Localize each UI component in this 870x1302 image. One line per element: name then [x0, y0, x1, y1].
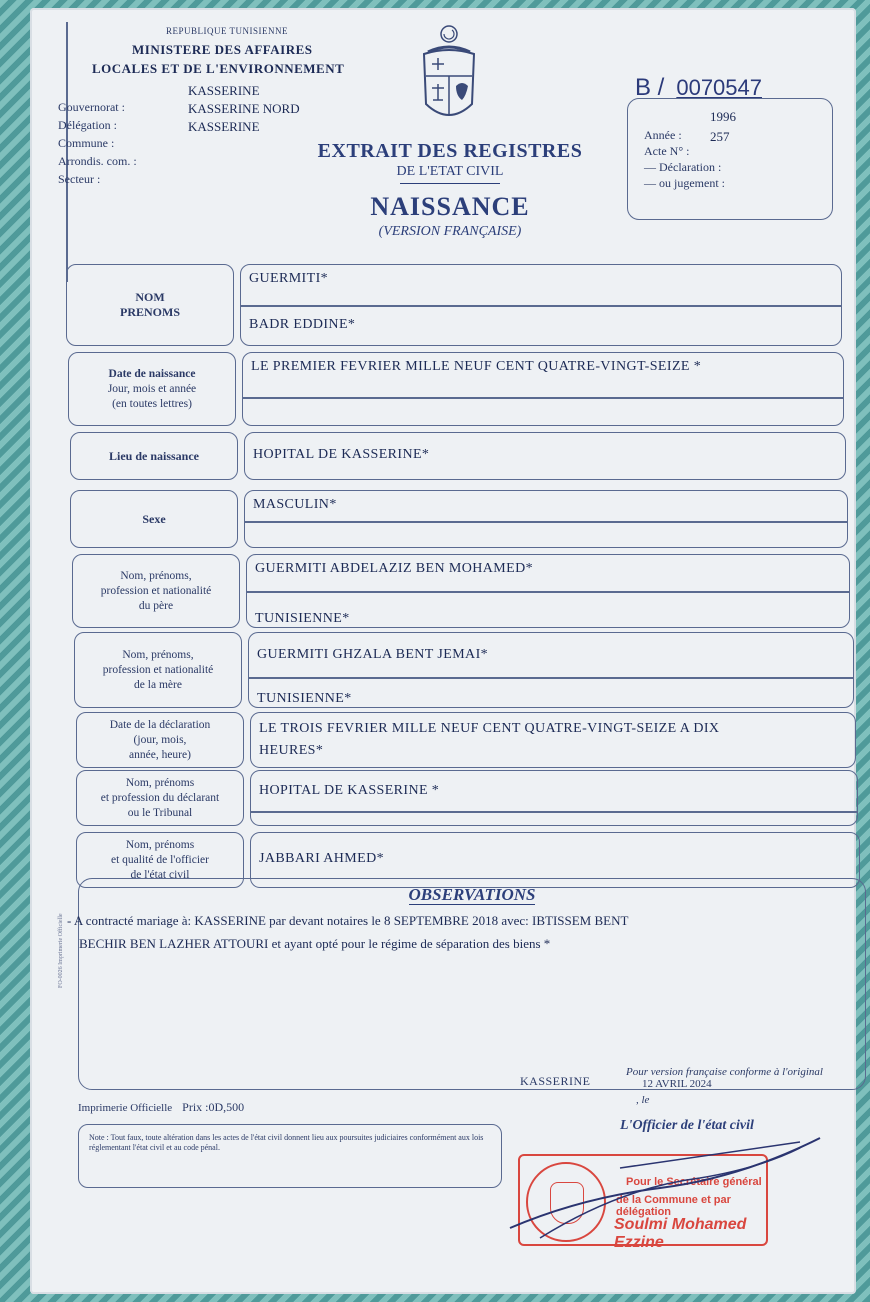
acte-value: 257: [710, 129, 730, 144]
officier-value: JABBARI AHMED*: [259, 851, 385, 866]
header-authority: [62, 26, 382, 77]
pere-field: [246, 554, 850, 628]
commune-value: KASSERINE: [188, 119, 260, 134]
tunisia-coat-of-arms-icon: [414, 24, 484, 134]
prix-label: Prix :0D,500: [182, 1100, 245, 1114]
date-naissance-sub: Jour, mois et année: [107, 382, 197, 395]
location-labels: [58, 98, 137, 188]
observations-line-1: - A contracté mariage à: KASSERINE par devant notaires le 8 SEPTEMBRE 2018 avec: IBTISSEM BENT: [67, 913, 629, 928]
stamp-name: Soulmi Mohamed Ezzine: [614, 1216, 747, 1251]
row-mere: [74, 632, 854, 708]
pere-label: [72, 554, 240, 628]
sexe-divider: [245, 521, 847, 523]
date-naissance-sub2: (en toutes lettres): [112, 397, 192, 410]
row-nom-prenoms: [66, 264, 842, 346]
delegation-value: KASSERINE NORD: [188, 101, 300, 116]
declaration-value-2: HEURES*: [259, 743, 324, 758]
title-line-2: DE L'ETAT CIVIL: [396, 164, 504, 179]
pere-name-value: GUERMITI ABDELAZIZ BEN MOHAMED*: [255, 561, 533, 576]
issue-date: 12 AVRIL 2024: [642, 1078, 712, 1090]
date-naissance-label: [68, 352, 236, 426]
lieu-label: Lieu de naissance: [70, 432, 238, 480]
row-lieu: [70, 432, 846, 480]
observations-title: [79, 885, 865, 905]
row-declaration: [76, 712, 856, 768]
declarant-field: [250, 770, 858, 826]
declarant-value: HOPITAL DE KASSERINE *: [259, 783, 440, 798]
observations-text: [67, 909, 779, 955]
delegation-label: Délégation :: [58, 118, 117, 132]
nom-value: GUERMITI*: [249, 271, 329, 286]
acte-label: Acte N° :: [644, 144, 690, 158]
title-version: (VERSION FRANÇAISE): [378, 224, 522, 239]
mere-label-2: profession et nationalité: [102, 663, 214, 676]
imprimerie-label: Imprimerie Officielle: [78, 1102, 173, 1114]
pere-nationality-value: TUNISIENNE*: [255, 611, 350, 626]
serial-value: 0070547: [676, 75, 762, 100]
stamp-line-2: de la Commune et par délégation: [616, 1194, 731, 1218]
officier-label-1: Nom, prénoms: [125, 838, 195, 851]
officier-signature-title: L'Officier de l'état civil: [620, 1118, 754, 1133]
mere-nationality-value: TUNISIENNE*: [257, 691, 352, 706]
observations-box: [67, 878, 866, 1090]
declaration-value-1: LE TROIS FEVRIER MILLE NEUF CENT QUATRE-VINGT-SEIZE A DIX: [259, 721, 720, 736]
observations-line-2: BECHIR BEN LAZHER ATTOURI et ayant opté pour le régime de séparation des biens *: [79, 936, 551, 951]
gouvernorat-value: KASSERINE: [188, 83, 260, 98]
date-divider: [243, 397, 843, 399]
lieu-value: HOPITAL DE KASSERINE*: [253, 447, 430, 462]
row-declarant: [76, 770, 858, 826]
document-sheet: [30, 8, 856, 1294]
pere-label-1: Nom, prénoms,: [120, 569, 192, 582]
printer-info: [78, 1100, 244, 1115]
location-values: [188, 82, 300, 136]
row-date-naissance: [68, 352, 844, 426]
declarant-divider: [251, 811, 857, 813]
declaration-date-label: [76, 712, 244, 768]
mere-label-1: Nom, prénoms,: [122, 648, 194, 661]
mere-divider: [249, 677, 853, 679]
officier-label-3: de l'état civil: [130, 868, 190, 881]
ministry-line-1: MINISTERE DES AFFAIRES: [132, 42, 313, 57]
mere-field: [248, 632, 854, 708]
declaration-label-1: Date de la déclaration: [109, 718, 211, 731]
nom-prenoms-label: [66, 264, 234, 346]
nom-divider: [241, 305, 841, 307]
title-divider: [400, 183, 500, 184]
mere-name-value: GUERMITI GHZALA BENT JEMAI*: [257, 647, 489, 662]
sexe-label: Sexe: [70, 490, 238, 548]
pere-label-3: du père: [138, 599, 174, 612]
declaration-label-3: année, heure): [129, 748, 191, 761]
le-label: , le: [636, 1094, 650, 1106]
title-line-1: EXTRAIT DES REGISTRES: [317, 140, 583, 162]
document-title: [280, 140, 620, 240]
pere-divider: [247, 591, 849, 593]
title-naissance: NAISSANCE: [370, 192, 530, 221]
sexe-value: MASCULIN*: [253, 497, 337, 512]
jugement-label: — ou jugement :: [644, 176, 725, 190]
stamp-line-1: Pour le Secrétaire général: [626, 1176, 762, 1188]
annee-label: Année :: [644, 128, 682, 142]
nom-label: NOM: [135, 290, 165, 304]
annee-value: 1996: [710, 109, 736, 124]
secteur-label: Secteur :: [58, 172, 101, 186]
gouvernorat-label: Gouvernorat :: [58, 100, 125, 114]
ministry-line-2: LOCALES ET DE L'ENVIRONNEMENT: [92, 61, 345, 76]
acte-labels: [644, 127, 725, 191]
serial-prefix: B /: [635, 74, 665, 101]
declarant-label-3: ou le Tribunal: [127, 806, 193, 819]
officier-label-2: et qualité de l'officier: [111, 853, 209, 866]
commune-label: Commune :: [58, 136, 115, 150]
lieu-field: [244, 432, 846, 480]
printer-side-mark: FO-0026 Imprimerie Officielle: [58, 913, 64, 988]
sexe-field: [244, 490, 848, 548]
declarant-label-2: et profession du déclarant: [100, 791, 220, 804]
legal-note: Note : Tout faux, toute altération dans les actes de l'état civil donnent lieu aux poursuites judiciaires conformément aux lois réglementant l'état civil et au code pénal.: [78, 1124, 502, 1188]
prenoms-label: PRENOMS: [120, 305, 180, 319]
handwritten-signature-icon: [500, 1128, 840, 1248]
row-sexe: [70, 490, 848, 548]
declarant-label-1: Nom, prénoms: [125, 776, 195, 789]
conforme-mention: Pour version française conforme à l'original: [626, 1066, 823, 1078]
arrondissement-label: Arrondis. com. :: [58, 154, 137, 168]
date-naissance-field: [242, 352, 844, 426]
declaration-label: — Déclaration :: [644, 160, 722, 174]
prenoms-value: BADR EDDINE*: [249, 317, 356, 332]
declarant-label: [76, 770, 244, 826]
republic-label: REPUBLIQUE TUNISIENNE: [165, 26, 289, 36]
mere-label: [74, 632, 242, 708]
declaration-field: [250, 712, 856, 768]
nom-prenoms-value: [240, 264, 842, 346]
row-pere: [72, 554, 850, 628]
observations-title-text: OBSERVATIONS: [408, 885, 536, 904]
date-naissance-value: LE PREMIER FEVRIER MILLE NEUF CENT QUATRE-VINGT-SEIZE *: [251, 359, 702, 374]
mere-label-3: de la mère: [134, 678, 182, 691]
acte-box: [627, 98, 833, 220]
date-naissance-title: Date de naissance: [108, 367, 196, 380]
place-value: KASSERINE: [520, 1074, 591, 1088]
pere-label-2: profession et nationalité: [100, 584, 212, 597]
declaration-label-2: (jour, mois,: [133, 733, 187, 746]
